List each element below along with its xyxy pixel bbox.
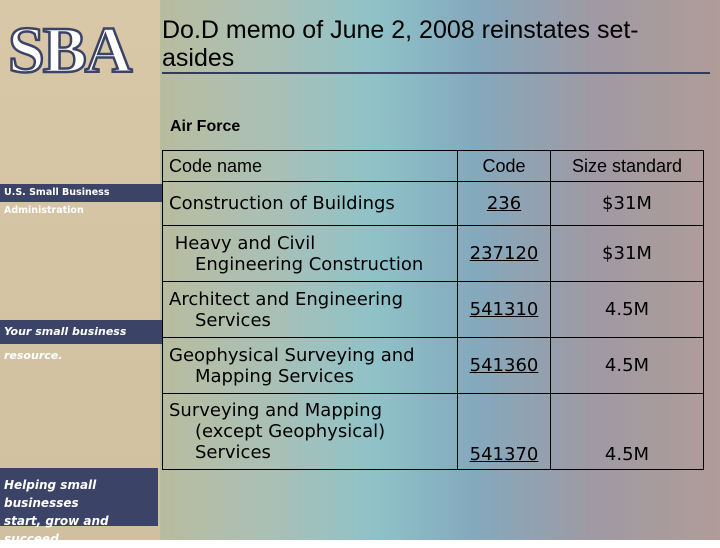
sba-logo — [6, 14, 156, 80]
row-size-standard: 4.5M — [551, 394, 704, 470]
section-subtitle: Air Force — [170, 118, 241, 135]
size-standards-table — [162, 150, 704, 470]
code-name-line: Engineering Construction — [195, 253, 424, 275]
row-code-name — [163, 338, 458, 394]
slogan-line-1: Helping small businesses — [4, 478, 97, 510]
code-name-line: Geophysical Surveying and — [169, 344, 415, 366]
code-name-line: (except Geophysical) — [195, 421, 386, 442]
title-rule — [162, 72, 710, 74]
code-name-line: Services — [195, 309, 271, 331]
table-row — [163, 282, 704, 338]
row-code-name — [163, 182, 458, 226]
table-row — [163, 394, 704, 470]
row-size-standard: $31M — [551, 226, 704, 282]
slogan-band — [0, 468, 158, 546]
row-size-standard: 4.5M — [551, 338, 704, 394]
sba-logo-text: SBA — [8, 14, 131, 80]
row-code[interactable] — [458, 182, 551, 226]
row-code[interactable] — [458, 338, 551, 394]
code-name-line: Mapping Services — [195, 365, 354, 387]
code-name-line: Services — [195, 442, 271, 463]
header-code: Code — [458, 151, 551, 182]
naics-code-link[interactable]: 237120 — [469, 243, 539, 264]
naics-code-link[interactable]: 541370 — [469, 444, 539, 465]
row-code[interactable] — [458, 226, 551, 282]
row-code[interactable] — [458, 394, 551, 470]
header-code-name: Code name — [163, 151, 458, 182]
naics-code-link[interactable]: 541310 — [469, 299, 539, 320]
row-code-name — [163, 282, 458, 338]
code-name-line: Construction of Buildings — [169, 193, 395, 214]
agency-band: U.S. Small Business Administration — [0, 184, 162, 202]
code-name-line: Surveying and Mapping — [169, 400, 383, 421]
row-code[interactable] — [458, 282, 551, 338]
resource-band: Your small business resource. — [0, 320, 162, 344]
slide-title: Do.D memo of June 2, 2008 reinstates set-asides — [162, 16, 639, 72]
sidebar — [0, 0, 160, 546]
row-size-standard: 4.5M — [551, 282, 704, 338]
table-header-row — [163, 151, 704, 182]
naics-code-link[interactable]: 236 — [486, 193, 522, 214]
row-code-name — [163, 394, 458, 470]
code-name-line: Architect and Engineering — [169, 288, 404, 310]
table-row — [163, 338, 704, 394]
code-name-line: Heavy and Civil — [169, 232, 316, 254]
naics-code-link[interactable]: 541360 — [469, 355, 539, 376]
table-row — [163, 226, 704, 282]
slogan-line-2: start, grow and succeed. — [4, 514, 109, 546]
row-code-name — [163, 226, 458, 282]
row-size-standard: $31M — [551, 182, 704, 226]
header-size-standard: Size standard — [551, 151, 704, 182]
table-row — [163, 182, 704, 226]
